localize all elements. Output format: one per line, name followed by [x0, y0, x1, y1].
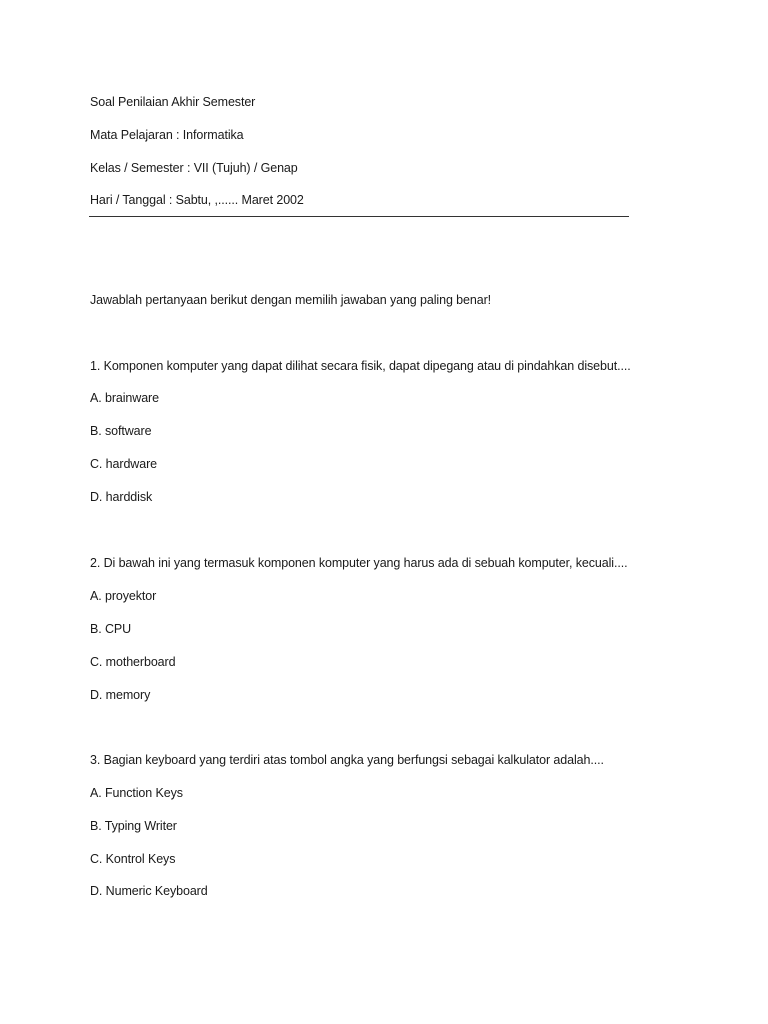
- question-3-option-a: A. Function Keys: [90, 786, 183, 800]
- question-2-option-c: C. motherboard: [90, 655, 176, 669]
- question-3-option-c: C. Kontrol Keys: [90, 852, 176, 866]
- question-1-option-c: C. hardware: [90, 457, 157, 471]
- question-3-option-b: B. Typing Writer: [90, 819, 177, 833]
- question-2-option-b: B. CPU: [90, 622, 132, 636]
- instruction-text: Jawablah pertanyaan berikut dengan memilih jawaban yang paling benar!: [90, 293, 492, 307]
- question-1-option-d: D. harddisk: [90, 490, 153, 504]
- question-1-option-a: A. brainware: [90, 391, 159, 405]
- question-2-text: 2. Di bawah ini yang termasuk komponen komputer yang harus ada di sebuah komputer, kecuali....: [90, 556, 628, 570]
- header-divider: [89, 216, 629, 217]
- class-semester-line: Kelas / Semester : VII (Tujuh) / Genap: [90, 161, 298, 175]
- question-2-option-a: A. proyektor: [90, 589, 157, 603]
- exam-title: Soal Penilaian Akhir Semester: [90, 95, 256, 109]
- question-3-text: 3. Bagian keyboard yang terdiri atas tombol angka yang berfungsi sebagai kalkulator adalah....: [90, 753, 604, 767]
- date-line: Hari / Tanggal : Sabtu, ,...... Maret 2002: [90, 193, 304, 207]
- subject-line: Mata Pelajaran : Informatika: [90, 128, 244, 142]
- question-2-option-d: D. memory: [90, 688, 151, 702]
- question-3-option-d: D. Numeric Keyboard: [90, 884, 208, 898]
- question-1-text: 1. Komponen komputer yang dapat dilihat secara fisik, dapat dipegang atau di pindahkan disebut....: [90, 359, 631, 373]
- question-1-option-b: B. software: [90, 424, 152, 438]
